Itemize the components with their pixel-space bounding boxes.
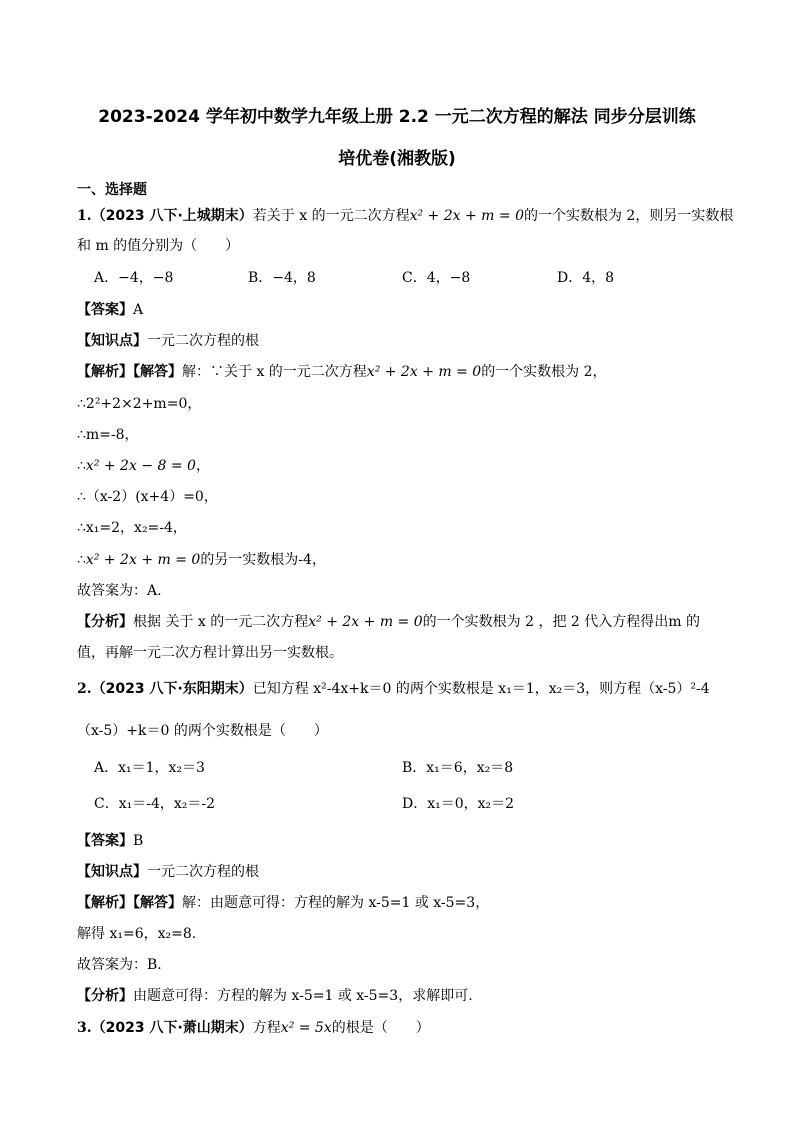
q1-sol4-therefore: ∴ — [77, 458, 86, 474]
q3-number: 3. — [77, 1020, 92, 1036]
q1-solution-tag: 【解析】【解答】 — [77, 364, 182, 380]
q2-option-a: A．x₁＝1，x₂＝3 — [94, 760, 205, 776]
q2-solution-tag: 【解析】【解答】 — [77, 895, 182, 911]
q1-sol1-text: 解：∵关于 x 的一元二次方程 — [182, 364, 367, 380]
q2-knowledge-point — [77, 863, 259, 881]
q3-text-b: 的根是（ ） — [331, 1020, 430, 1036]
q1-answer-tag: 【答案】 — [77, 302, 133, 318]
section-heading: 一、选择题 — [77, 182, 147, 198]
q1-equation: x² + 2x + m = 0 — [409, 208, 524, 224]
q2-solution-line3: 故答案为：B. — [77, 957, 162, 973]
q2-kp-tag: 【知识点】 — [77, 864, 147, 880]
q1-solution-line2: ∴2²+2×2+m=0， — [77, 396, 202, 412]
q1-solution-line5: ∴（x-2）(x+4）=0， — [77, 489, 218, 505]
q2-answer-value: B — [133, 833, 144, 849]
q2-analysis-tag: 【分析】 — [77, 988, 133, 1004]
q2-an1-text: 由题意可得：方程的解为 x-5=1 或 x-5=3，求解即可. — [133, 988, 473, 1004]
q3-text-a: 方程 — [252, 1020, 281, 1036]
q1-sol7-text: 的另一实数根为-4， — [200, 552, 326, 568]
q3-stem-line1 — [77, 1019, 430, 1037]
q1-answer-value: A — [133, 302, 144, 318]
q1-an1-text: 根据 关于 x 的一元二次方程 — [133, 614, 309, 630]
q1-kp-tag: 【知识点】 — [77, 333, 147, 349]
q1-number: 1. — [77, 208, 92, 224]
q1-stem-line2: 和 m 的值分别为（ ） — [77, 238, 240, 254]
q1-sol7-equation: x² + 2x + m = 0 — [85, 552, 201, 568]
q1-option-d: D．4，8 — [557, 270, 615, 286]
q1-text-a: 若关于 x 的一元二次方程 — [252, 208, 410, 224]
document-title-line2: 培优卷(湘教版) — [338, 149, 456, 169]
q1-option-a: A．−4，−8 — [94, 270, 174, 286]
q1-solution-line1 — [77, 363, 607, 381]
q1-solution-line4 — [77, 457, 210, 475]
q1-sol1-text-b: 的一个实数根为 2， — [481, 364, 607, 380]
q2-answer — [77, 832, 143, 850]
q1-solution-line8: 故答案为：A. — [77, 583, 162, 599]
q1-sol7-therefore: ∴ — [77, 552, 86, 568]
q1-solution-line7 — [77, 551, 326, 569]
q1-kp-value: 一元二次方程的根 — [147, 333, 259, 349]
q2-sol1-text: 解：由题意可得：方程的解为 x-5=1 或 x-5=3， — [182, 895, 490, 911]
q2-option-d: D．x₁＝0，x₂＝2 — [402, 796, 515, 812]
q2-stem-line1 — [77, 680, 710, 698]
q1-solution-line6: ∴x₁=2，x₂=-4， — [77, 520, 187, 536]
q1-an1-text-b: 的一个实数根为 2 ，把 2 代入方程得出m 的 — [422, 614, 700, 630]
q2-option-c: C．x₁＝-4，x₂＝-2 — [94, 796, 216, 812]
q2-source: （2023 八下·东阳期末） — [91, 681, 253, 697]
q1-answer — [77, 301, 143, 319]
q1-source: （2023 八下·上城期末） — [91, 208, 253, 224]
q1-sol4-equation: x² + 2x − 8 = 0 — [85, 458, 196, 474]
q1-knowledge-point — [77, 332, 259, 350]
q1-option-b: B．−4，8 — [248, 270, 316, 286]
q2-solution-line1 — [77, 894, 489, 912]
q2-solution-line2: 解得 x₁=6，x₂=8. — [77, 926, 197, 942]
q3-source: （2023 八下·萧山期末） — [91, 1020, 253, 1036]
q2-stem-line2: （x-5）+k＝0 的两个实数根是（ ） — [77, 723, 328, 739]
q1-analysis-tag: 【分析】 — [77, 614, 133, 630]
q1-analysis-line2: 值，再解一元二次方程计算出另一实数根。 — [77, 645, 343, 661]
q2-option-b: B．x₁＝6，x₂＝8 — [402, 760, 514, 776]
q2-analysis-line1 — [77, 987, 473, 1005]
q1-solution-line3: ∴m=-8， — [77, 427, 139, 443]
q1-analysis-line1 — [77, 613, 700, 631]
q3-equation: x² = 5x — [280, 1020, 332, 1036]
q2-number: 2. — [77, 681, 92, 697]
q1-stem-line1 — [77, 207, 733, 225]
q2-text: 已知方程 x²-4x+k＝0 的两个实数根是 x₁＝1，x₂＝3，则方程（x-5）²-4 — [252, 681, 710, 697]
q2-answer-tag: 【答案】 — [77, 833, 133, 849]
q1-option-c: C．4，−8 — [402, 270, 471, 286]
q1-text-b: 的一个实数根为 2，则另一实数根 — [523, 208, 734, 224]
q1-sol4-comma: ， — [195, 458, 210, 474]
q1-sol1-equation: x² + 2x + m = 0 — [366, 364, 482, 380]
document-title-line1: 2023-2024 学年初中数学九年级上册 2.2 一元二次方程的解法 同步分层训练 — [98, 107, 696, 127]
q2-kp-value: 一元二次方程的根 — [147, 864, 259, 880]
q1-an1-equation: x² + 2x + m = 0 — [308, 614, 423, 630]
